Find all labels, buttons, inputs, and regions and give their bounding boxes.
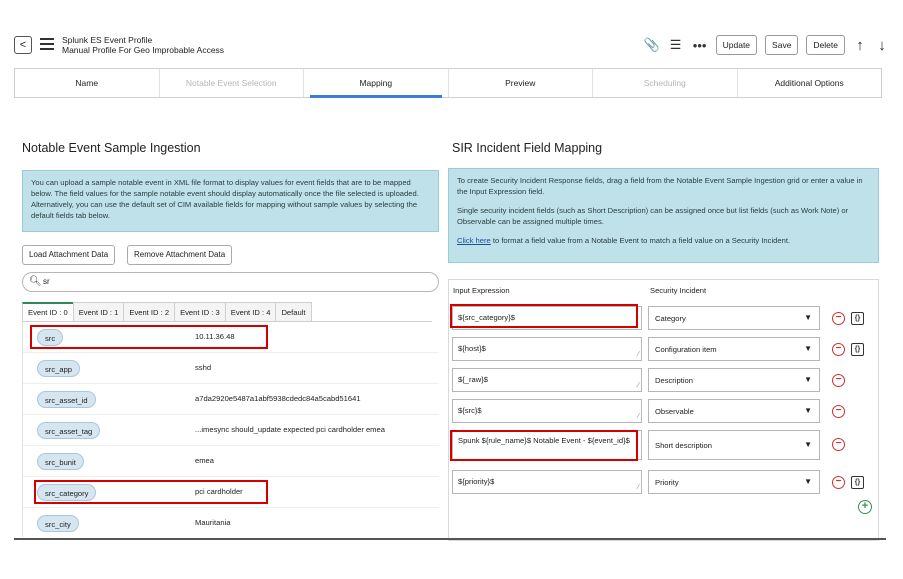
input-expression-field[interactable]: [452, 399, 642, 423]
step-notable-event-selection: Notable Event Selection: [160, 69, 305, 97]
remove-circle-icon[interactable]: −: [832, 405, 845, 418]
record-type-title: Splunk ES Event Profile: [62, 35, 153, 45]
security-incident-value: Priority: [655, 478, 679, 487]
tab-event-0[interactable]: Event ID : 0: [22, 302, 74, 322]
chevron-down-icon: ▼: [804, 375, 812, 384]
chevron-down-icon: ▼: [804, 440, 812, 449]
input-expression-value: Spunk ${rule_name}$ Notable Event - ${event_id}$: [458, 436, 630, 445]
resize-grip-icon[interactable]: ∕: [637, 484, 639, 491]
security-incident-select[interactable]: [648, 399, 820, 423]
sample-ingestion-info-text: You can upload a sample notable event in XML file format to display values for event fields that are to be mapped below. The field values for the sample notable event should display automatically once the file selected is uploaded. Alternatively, you can use the default set of CIM available fields for mapping without sample values by selecting the default fields tab below.: [31, 178, 419, 220]
security-incident-value: Description: [655, 376, 693, 385]
security-incident-select[interactable]: [648, 470, 820, 494]
field-row: [23, 384, 439, 415]
resize-grip-icon[interactable]: ∕: [637, 351, 639, 358]
security-incident-select[interactable]: [648, 430, 820, 460]
curly-braces-icon[interactable]: {}: [851, 343, 864, 356]
step-name[interactable]: Name: [15, 69, 160, 97]
step-mapping[interactable]: Mapping: [304, 69, 449, 97]
field-value: sshd: [195, 363, 212, 372]
paperclip-icon[interactable]: 📎: [643, 37, 660, 52]
sample-ingestion-title: Notable Event Sample Ingestion: [22, 141, 201, 155]
event-tabs: [22, 302, 311, 322]
chevron-down-icon: ▼: [804, 477, 812, 486]
chevron-down-icon: ▼: [804, 313, 812, 322]
sir-info-text-3: [457, 235, 870, 246]
toolbar: [644, 34, 889, 56]
input-expression-field[interactable]: [452, 470, 642, 494]
sample-ingestion-info: [22, 170, 439, 232]
field-pill[interactable]: src_category: [37, 484, 96, 501]
input-expression-header: Input Expression: [453, 286, 510, 295]
field-search-input[interactable]: [22, 272, 439, 292]
update-button[interactable]: Update: [716, 35, 757, 55]
field-pill[interactable]: src_bunit: [37, 453, 84, 470]
field-row: [23, 415, 439, 446]
chevron-down-icon: ▼: [804, 406, 812, 415]
security-incident-value: Observable: [655, 407, 694, 416]
tab-event-4[interactable]: Event ID : 4: [225, 302, 277, 322]
curly-braces-icon[interactable]: {}: [851, 476, 864, 489]
wizard-stepper: [14, 68, 882, 98]
step-additional-options[interactable]: Additional Options: [774, 78, 844, 88]
tab-event-2[interactable]: Event ID : 2: [123, 302, 175, 322]
record-name-subtitle: Manual Profile For Geo Improbable Access: [62, 45, 225, 55]
remove-circle-icon[interactable]: −: [832, 438, 845, 451]
security-incident-select[interactable]: [648, 368, 820, 392]
title-block: [62, 35, 224, 55]
field-value: Mauritania: [195, 518, 231, 527]
more-options-icon[interactable]: •••: [692, 37, 707, 53]
security-incident-select[interactable]: [648, 337, 820, 361]
field-value: ...imesync should_update expected pci cardholder emea: [195, 425, 385, 434]
remove-circle-icon[interactable]: −: [832, 374, 845, 387]
step-scheduling: Scheduling: [593, 69, 738, 97]
load-attachment-button[interactable]: Load Attachment Data: [22, 245, 115, 265]
resize-grip-icon[interactable]: ∕: [637, 413, 639, 420]
security-incident-select[interactable]: [648, 306, 820, 330]
up-arrow-icon[interactable]: ↑: [856, 36, 864, 54]
input-expression-value: ${host}$: [458, 344, 486, 353]
input-expression-value: ${src_category}$: [458, 313, 515, 322]
step-preview[interactable]: Preview: [449, 69, 594, 97]
input-expression-field[interactable]: [452, 368, 642, 392]
security-incident-value: Short description: [655, 441, 712, 450]
remove-circle-icon[interactable]: −: [832, 343, 845, 356]
field-row: [23, 446, 439, 477]
sir-info-text-2: Single security incident fields (such as Short Description) can be assigned once but list fields (such as Work Note) or Observable can be assigned multiple times.: [457, 206, 849, 226]
field-value: 10.11.36.48: [195, 332, 235, 341]
input-expression-value: ${_raw}$: [458, 375, 488, 384]
resize-grip-icon[interactable]: ∕: [637, 382, 639, 389]
tab-event-3[interactable]: Event ID : 3: [174, 302, 226, 322]
field-value: a7da2920e5487a1abf5938cdedc84a5cabd51641: [195, 394, 361, 403]
highlight-src-row: [30, 325, 268, 349]
security-incident-header: Security Incident: [650, 286, 707, 295]
field-pill[interactable]: src_app: [37, 360, 80, 377]
security-incident-value: Category: [655, 314, 686, 323]
form-header: [0, 0, 903, 62]
highlight-short-description-expr: [450, 430, 638, 461]
input-expression-field[interactable]: [452, 337, 642, 361]
search-icon: 🔍︎: [29, 276, 42, 287]
sir-info-text-3-rest: to format a field value from a Notable Event to match a field value on a Security Incident.: [490, 236, 791, 245]
field-row: [23, 508, 439, 537]
field-pill[interactable]: src_city: [37, 515, 79, 532]
field-pill[interactable]: src_asset_tag: [37, 422, 100, 439]
bottom-divider: [14, 538, 886, 540]
tab-default[interactable]: Default: [275, 302, 311, 322]
sir-info-text-1: To create Security Incident Response fields, drag a field from the Notable Event Sample Ingestion grid or enter a value in the Input Expression field.: [457, 176, 863, 196]
field-list: [22, 322, 439, 537]
hamburger-menu-icon[interactable]: [40, 38, 54, 50]
add-circle-icon[interactable]: +: [858, 500, 872, 514]
tab-event-1[interactable]: Event ID : 1: [73, 302, 125, 322]
search-value: sr: [43, 277, 50, 286]
highlight-src-category-expr: [450, 304, 638, 328]
delete-button[interactable]: Delete: [806, 35, 845, 55]
sir-mapping-info: [448, 168, 879, 263]
remove-attachment-button[interactable]: Remove Attachment Data: [127, 245, 232, 265]
field-value: emea: [195, 456, 214, 465]
field-pill[interactable]: src_asset_id: [37, 391, 96, 408]
remove-circle-icon[interactable]: −: [832, 476, 845, 489]
field-value: pci cardholder: [195, 487, 243, 496]
security-incident-value: Configuration item: [655, 345, 717, 354]
field-pill[interactable]: src: [37, 329, 63, 346]
input-expression-value: ${src}$: [458, 406, 482, 415]
back-arrow-icon[interactable]: <: [14, 36, 32, 54]
chevron-down-icon: ▼: [804, 344, 812, 353]
click-here-link[interactable]: Click here: [457, 236, 491, 245]
down-arrow-icon[interactable]: ↓: [878, 36, 886, 54]
highlight-src-category-row: [34, 480, 268, 504]
input-expression-value: ${priority}$: [458, 477, 495, 486]
sliders-icon[interactable]: ☰: [669, 37, 682, 52]
sir-mapping-title: SIR Incident Field Mapping: [452, 141, 603, 155]
curly-braces-icon[interactable]: {}: [851, 312, 864, 325]
field-row: [23, 353, 439, 384]
save-button[interactable]: Save: [765, 35, 798, 55]
remove-circle-icon[interactable]: −: [832, 312, 845, 325]
